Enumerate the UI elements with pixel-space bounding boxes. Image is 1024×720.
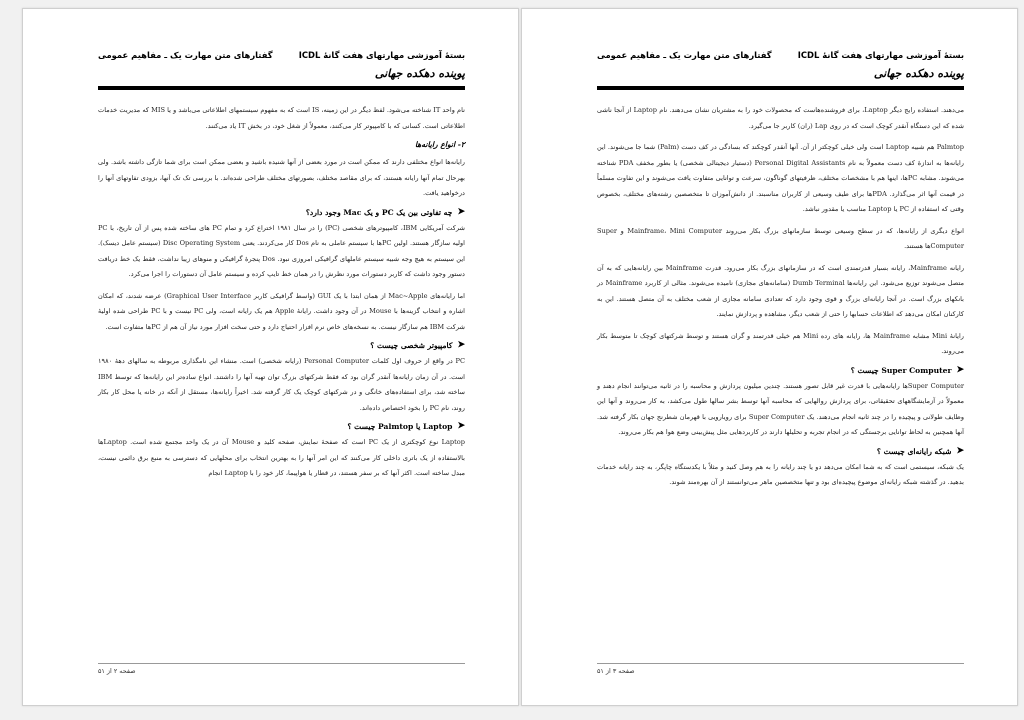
header-rule bbox=[98, 86, 465, 90]
page-body bbox=[597, 103, 964, 655]
arrow-bullet-icon: ➤ bbox=[457, 340, 465, 350]
page-body bbox=[98, 103, 465, 655]
section-heading: ۲- انواع رایانه‌ها bbox=[414, 140, 465, 149]
paragraph: PC در واقع از حروف اول کلمات Personal Computer (رایانه شخصی) است. منشاء این نامگذاری مربوطه به سالهای دههٔ ۱۹۸۰ است. در آن زمان رایانه‌ها آنقدر گران بود که فقط شرکتهای بزرگ توان تهیه آنها را داشتند. انواع ساده‌تر این رایانه‌ها که توسط IBM ساخته شد، برای استفاده‌های خانگی و در شرکتهای کوچک یک کار گرفته شد. اخیراً رایانه‌ها، مستقل از آنکه در خانه یا محل کار بکار روند، نام PC را بخود اختصاص داده‌اند. bbox=[98, 357, 465, 412]
paragraph: رایانه Mainframe، رایانه بسیار قدرتمندی است که در سازمانهای بزرگ بکار می‌رود. قدرت Mainframe بین رایانه‌هایی که به آن متصل می‌شوند توزیع می‌شود. این رایانه‌ها Dumb Terminal (سامانه‌های مجازی) نامیده می‌شوند. مثالی از کاربرد Mainframe در بانکهای بزرگ است. در آنجا رایانه‌ای بزرگ و قوی وجود دارد که تعدادی سامانه مجازی از شعب مختلف به آن متصل هستند. این به کارکنان امکان می‌دهد که اطلاعات حسابها را حتی از شعب دیگر، مشاهده و پردازش نمایند. bbox=[597, 263, 965, 318]
arrow-bullet-icon: ➤ bbox=[457, 206, 465, 217]
document-page-3 bbox=[521, 8, 1018, 706]
arrow-bullet-icon: ➤ bbox=[956, 364, 964, 375]
paragraph: Laptop نوع کوچکتری از یک PC است که صفحهٔ نمایش، صفحه کلید و Mouse آن در یک واحد مجتمع شده است. Laptopها بالاستفاده از یک باتری داخلی کار می‌کنند که این امر آنها را به بهترین انتخاب برای محلهایی که دسترسی به منبع برق دائمی نیست، مبدل ساخته است. اکثر آنها که بر سفر هستند، در قطار یا هواپیما، کار خود را با Laptop انجام bbox=[98, 438, 465, 477]
paragraph: انواع دیگری از رایانه‌ها، که در سطح وسیعی توسط سازمانهای بزرگ بکار می‌روند Mainframe، Mini Computer و Super Computerها هستند. bbox=[597, 226, 964, 250]
arrow-bullet-icon: ➤ bbox=[956, 445, 964, 456]
question-heading bbox=[597, 366, 964, 375]
header-brand: بستهٔ آموزشی مهارتهای هفت گانهٔ ICDL bbox=[298, 50, 465, 60]
paragraph: رایانهٔ Mini مشابه Mainframe ها، رایانه های رده Mini هم خیلی قدرتمند و گران هستند و توسط شرکتهای کوچک تا متوسط بکار می‌روند. bbox=[597, 331, 964, 355]
paragraph: Palmtop هم شبیه Laptop است ولی خیلی کوچکتر از آن. آنها آنقدر کوچکند که بسادگی در کف دست (Palm) شما جا می‌شوند. این رایانه‌ها به اندازهٔ کف دست معمولاً به نام Personal Digital Assistants (دستیار دیجیتالی شخصی) یا بطور مخفف PDA شناخته می‌شوند. مشابه PCها، اینها هم با مشخصات مختلف، ظرفیتهای گوناگون، سرعت و توانایی متفاوت یافت می‌شوند و این تفاوت مسلماً در قیمت آنها اثر می‌گذارد. PDAها برای طیف وسیعی از کاربران مناسبند. از دانش‌آموزان تا متخصصین رشته‌های مختلف، بخصوص وقتی که استفاده از PC یا Laptop مناسب یا مقدور نباشد. bbox=[597, 143, 964, 213]
question-heading-text: چه تفاوتی بین یک PC و یک Mac وجود دارد؟ bbox=[305, 207, 453, 217]
page-number: صفحه ۳ از ۵۱ bbox=[597, 667, 635, 675]
document-page-2 bbox=[22, 8, 519, 706]
page-header bbox=[98, 50, 465, 64]
page-number: صفحه ۲ از ۵۱ bbox=[98, 667, 136, 675]
question-heading-text: شبکه رایانه‌ای چیست ؟ bbox=[876, 446, 952, 456]
arrow-bullet-icon: ➤ bbox=[457, 421, 465, 431]
paragraph: اما رایانه‌های Mac~Apple از همان ابتدا با یک GUI (واسط گرافیکی کاربر Graphical User Interface) عرضه شدند، که امکان اشاره و انتخاب گزینه‌ها با Mouse در آن وجود داشت. رایانهٔ Apple هم یک رایانه است، ولی PC نیست و با PC طراحی شده اولیهٔ شرکت IBM هم سازگار نیست. به نسخه‌های خاص نرم افزار احتیاج دارد و حتی سخت افزار مورد نیاز آن هم از PCها متفاوت است. bbox=[98, 291, 465, 331]
header-book-title: گفتارهای متن مهارت یک ـ مفاهیم عمومی bbox=[597, 50, 772, 60]
paragraph: می‌دهند. استفاده رایج دیگر Laptop، برای فروشنده‌هاست که محصولات خود را به مشتریان نشان می‌دهند. نام Laptop از آنجا ناشی شده که این دستگاه آنقدر کوچک است که در روی Lap (ران) کاربر جا می‌گیرد. bbox=[597, 106, 964, 130]
question-heading-text: کامپیوتر شخصی چیست ؟ bbox=[370, 341, 453, 350]
header-book-title: گفتارهای متن مهارت یک ـ مفاهیم عمومی bbox=[98, 50, 273, 60]
header-publisher: پوینده دهکده جهانی bbox=[873, 67, 964, 80]
page-header bbox=[597, 50, 964, 64]
question-heading-text: Super Computer چیست ؟ bbox=[850, 365, 952, 375]
footer-rule bbox=[597, 663, 964, 664]
footer-rule bbox=[98, 663, 465, 664]
header-rule bbox=[597, 86, 964, 90]
header-brand: بستهٔ آموزشی مهارتهای هفت گانهٔ ICDL bbox=[797, 50, 964, 60]
paragraph: نام واحد IT شناخته می‌شود. لفظ دیگر در این زمینه، IS است که به مفهوم سیستمهای اطلاعاتی می‌باشد و یا MIS که مدیریت خدمات اطلاعاتی است. کسانی که با کامپیوتر کار می‌کنند، معمولاً از شغل خود، در بخش IT یاد می‌کنند. bbox=[98, 106, 465, 130]
question-heading bbox=[597, 447, 964, 456]
paragraph: رایانه‌ها انواع مختلفی دارند که ممکن است در مورد بعضی از آنها شنیده باشید و بعضی ممکن است برای شما تازگی داشته باشد. ولی بهرحال تمام آنها رایانه هستند، که برای مقاصد مختلف، بصورتهای مختلف طراحی شده‌اند. با بررسی تک تک آنها، بزودی تفاوتهای آنها را درخواهید یافت. bbox=[98, 158, 465, 197]
page-footer bbox=[597, 663, 964, 677]
question-heading bbox=[98, 208, 465, 217]
paragraph: Super Computerها رایانه‌هایی با قدرت غیر قابل تصور هستند. چندین میلیون پردازش و محاسبه را در ثانیه می‌توانند انجام دهند و معمولاً در آزمایشگاههای تحقیقاتی، برای پردازش روالهایی که محاسبه آنها توسط بشر سالها طول می‌کشد، به کار می‌روند و آنها این وظایف طولانی و پیچیده را در چند ثانیه انجام می‌دهند. یک Super Computer برای رویارویی با قهرمان شطرنج جهان بکار گرفته شد. آنها همچنین به لحاظ توانایی برجستگی که در انجام تجربه و تحلیلها دارند در کاربردهایی مثل پیش‌بینی وضع هوا هم بکار می‌روند. bbox=[597, 381, 965, 436]
header-publisher: پوینده دهکده جهانی bbox=[374, 67, 465, 80]
paragraph: شرکت آمریکایی IBM، کامپیوترهای شخصی (PC) را در سال ۱۹۸۱ اختراع کرد و تمام PC های ساخته شده پس از آن تاریخ، با PC اولیه سازگار هستند. اولین PCها با سیستم عاملی به نام Dos کار می‌کردند. یعنی Disc Operating System (سیستم عامل دیسک). این سیستم به هیچ وجه شبیه سیستم عاملهای گرافیکی امروزی نبود. Dos پنجرهٔ گرافیکی و منوهای زیبا نداشت، فقط یک خط دریافت دستور وجود داشت که کاربر دستورات مورد نظرش را در همان خط تایپ کرده و سیستم عامل آن دستورات را اجرا می‌کرد. bbox=[98, 223, 466, 278]
paragraph: یک شبکه، سیستمی است که به شما امکان می‌دهد دو یا چند رایانه را به هم وصل کنید و مثلاً با یکدستگاه چاپگر، به چند رایانه خدمات بدهید. در گذشته شبکه رایانه‌ای موضوع پیچیده‌ای بود و تنها متخصصین ماهر می‌توانستند از آن بهره‌مند شوند. bbox=[597, 462, 964, 486]
question-heading bbox=[98, 341, 465, 350]
page-footer bbox=[98, 663, 465, 677]
question-heading bbox=[98, 422, 465, 431]
question-heading-text: Laptop یا Palmtop چیست ؟ bbox=[347, 422, 453, 431]
